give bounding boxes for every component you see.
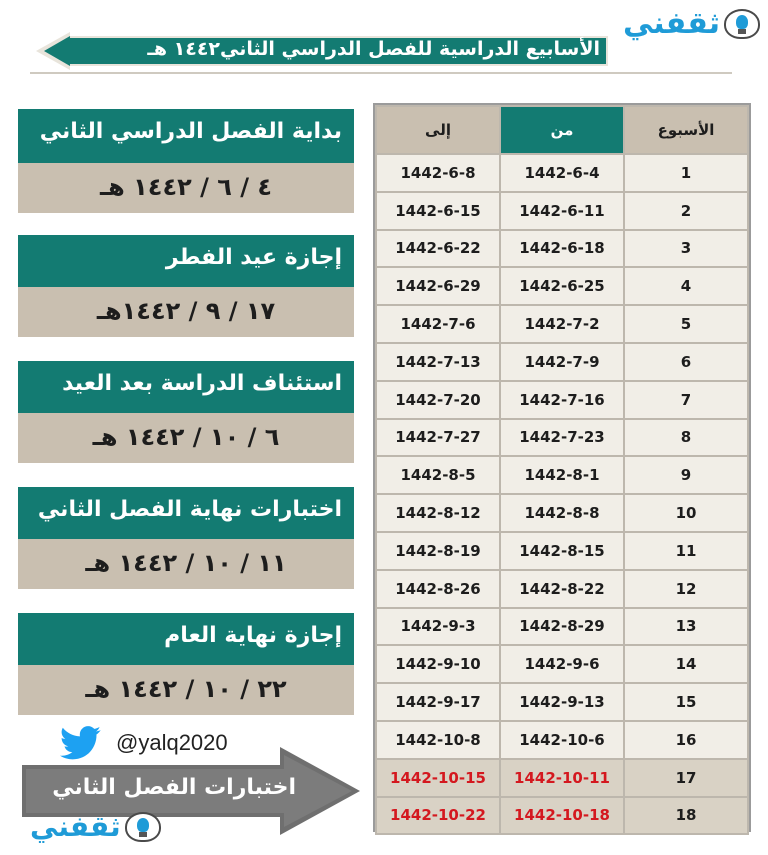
- col-header-week: الأسبوع: [624, 106, 748, 154]
- cell-week: 7: [624, 381, 748, 419]
- table-row: [376, 645, 748, 683]
- card-final-exams: [18, 487, 354, 589]
- table-row: [376, 683, 748, 721]
- table-row: [376, 608, 748, 646]
- table-row: [376, 759, 748, 797]
- cell-week: 4: [624, 267, 748, 305]
- cell-to: 1442-7-13: [376, 343, 500, 381]
- card-date: ٦ / ١٠ / ١٤٤٢ هـ: [18, 413, 354, 463]
- cell-from: 1442-9-6: [500, 645, 624, 683]
- cell-to: 1442-8-5: [376, 456, 500, 494]
- cell-from: 1442-6-18: [500, 230, 624, 268]
- table-row: [376, 797, 748, 835]
- card-date: ١٧ / ٩ / ١٤٤٢هـ: [18, 287, 354, 337]
- card-date: ٤ / ٦ / ١٤٤٢ هـ: [18, 163, 354, 213]
- cell-from: 1442-8-29: [500, 608, 624, 646]
- cell-to: 1442-6-29: [376, 267, 500, 305]
- cell-week: 12: [624, 570, 748, 608]
- cell-to: 1442-6-15: [376, 192, 500, 230]
- table-row: [376, 343, 748, 381]
- cell-to: 1442-7-20: [376, 381, 500, 419]
- cell-to: 1442-6-22: [376, 230, 500, 268]
- page-title: الأسابيع الدراسية للفصل الدراسي الثاني١٤٤٢ هـ: [147, 38, 600, 60]
- cell-to: 1442-7-6: [376, 305, 500, 343]
- card-year-end-holiday: [18, 613, 354, 715]
- cell-to: 1442-10-8: [376, 721, 500, 759]
- cell-from: 1442-9-13: [500, 683, 624, 721]
- table-row: [376, 721, 748, 759]
- cell-week: 8: [624, 419, 748, 457]
- cell-week: 13: [624, 608, 748, 646]
- card-heading: إجازة عيد الفطر: [18, 235, 354, 287]
- table-row: [376, 154, 748, 192]
- cell-from: 1442-8-15: [500, 532, 624, 570]
- cell-week: 15: [624, 683, 748, 721]
- col-header-from: من: [500, 106, 624, 154]
- cell-week: 16: [624, 721, 748, 759]
- cell-to: 1442-10-22: [376, 797, 500, 835]
- logo-text: ثقفني: [622, 6, 720, 41]
- col-header-to: إلى: [376, 106, 500, 154]
- card-heading: اختبارات نهاية الفصل الثاني: [18, 487, 354, 539]
- cell-to: 1442-8-12: [376, 494, 500, 532]
- cell-from: 1442-6-4: [500, 154, 624, 192]
- cell-to: 1442-8-19: [376, 532, 500, 570]
- cell-week: 10: [624, 494, 748, 532]
- card-eid-holiday: [18, 235, 354, 337]
- cell-from: 1442-6-25: [500, 267, 624, 305]
- card-date: ٢٢ / ١٠ / ١٤٤٢ هـ: [18, 665, 354, 715]
- card-resume-study: [18, 361, 354, 463]
- cell-to: 1442-9-17: [376, 683, 500, 721]
- table-row: [376, 456, 748, 494]
- cell-from: 1442-8-1: [500, 456, 624, 494]
- cell-from: 1442-7-2: [500, 305, 624, 343]
- table-row: [376, 230, 748, 268]
- weeks-table: [373, 103, 751, 832]
- lightbulb-icon: [724, 9, 760, 39]
- cell-from: 1442-7-23: [500, 419, 624, 457]
- cell-week: 6: [624, 343, 748, 381]
- cell-to: 1442-9-10: [376, 645, 500, 683]
- logo-text: ثقفني: [30, 810, 121, 843]
- cell-week: 14: [624, 645, 748, 683]
- cell-to: 1442-6-8: [376, 154, 500, 192]
- table-row: [376, 419, 748, 457]
- lightbulb-icon: [125, 812, 161, 842]
- cell-from: 1442-7-16: [500, 381, 624, 419]
- table-row: [376, 381, 748, 419]
- card-date: ١١ / ١٠ / ١٤٤٢ هـ: [18, 539, 354, 589]
- cell-from: 1442-7-9: [500, 343, 624, 381]
- logo: [623, 6, 760, 41]
- cell-from: 1442-8-8: [500, 494, 624, 532]
- table-row: [376, 532, 748, 570]
- cell-to: 1442-7-27: [376, 419, 500, 457]
- table-row: [376, 570, 748, 608]
- table-row: [376, 305, 748, 343]
- cell-week: 17: [624, 759, 748, 797]
- cell-from: 1442-10-6: [500, 721, 624, 759]
- cell-to: 1442-10-15: [376, 759, 500, 797]
- cell-week: 11: [624, 532, 748, 570]
- title-banner: [36, 32, 608, 70]
- cell-week: 2: [624, 192, 748, 230]
- cell-week: 3: [624, 230, 748, 268]
- cell-to: 1442-9-3: [376, 608, 500, 646]
- card-heading: إجازة نهاية العام: [18, 613, 354, 665]
- divider: [30, 72, 732, 74]
- cell-week: 18: [624, 797, 748, 835]
- cell-from: 1442-8-22: [500, 570, 624, 608]
- table-row: [376, 494, 748, 532]
- card-heading: بداية الفصل الدراسي الثاني: [18, 109, 354, 163]
- cell-from: 1442-6-11: [500, 192, 624, 230]
- exam-arrow-label: اختبارات الفصل الثاني: [52, 775, 296, 800]
- card-semester-start: [18, 109, 354, 213]
- twitter-handle: @yalq2020: [116, 730, 228, 755]
- cell-to: 1442-8-26: [376, 570, 500, 608]
- table-row: [376, 192, 748, 230]
- cell-week: 1: [624, 154, 748, 192]
- logo-bottom: [30, 810, 161, 843]
- cell-from: 1442-10-11: [500, 759, 624, 797]
- table-row: [376, 267, 748, 305]
- table-header-row: [376, 106, 748, 154]
- card-heading: استئناف الدراسة بعد العيد: [18, 361, 354, 413]
- cell-from: 1442-10-18: [500, 797, 624, 835]
- cell-week: 5: [624, 305, 748, 343]
- cell-week: 9: [624, 456, 748, 494]
